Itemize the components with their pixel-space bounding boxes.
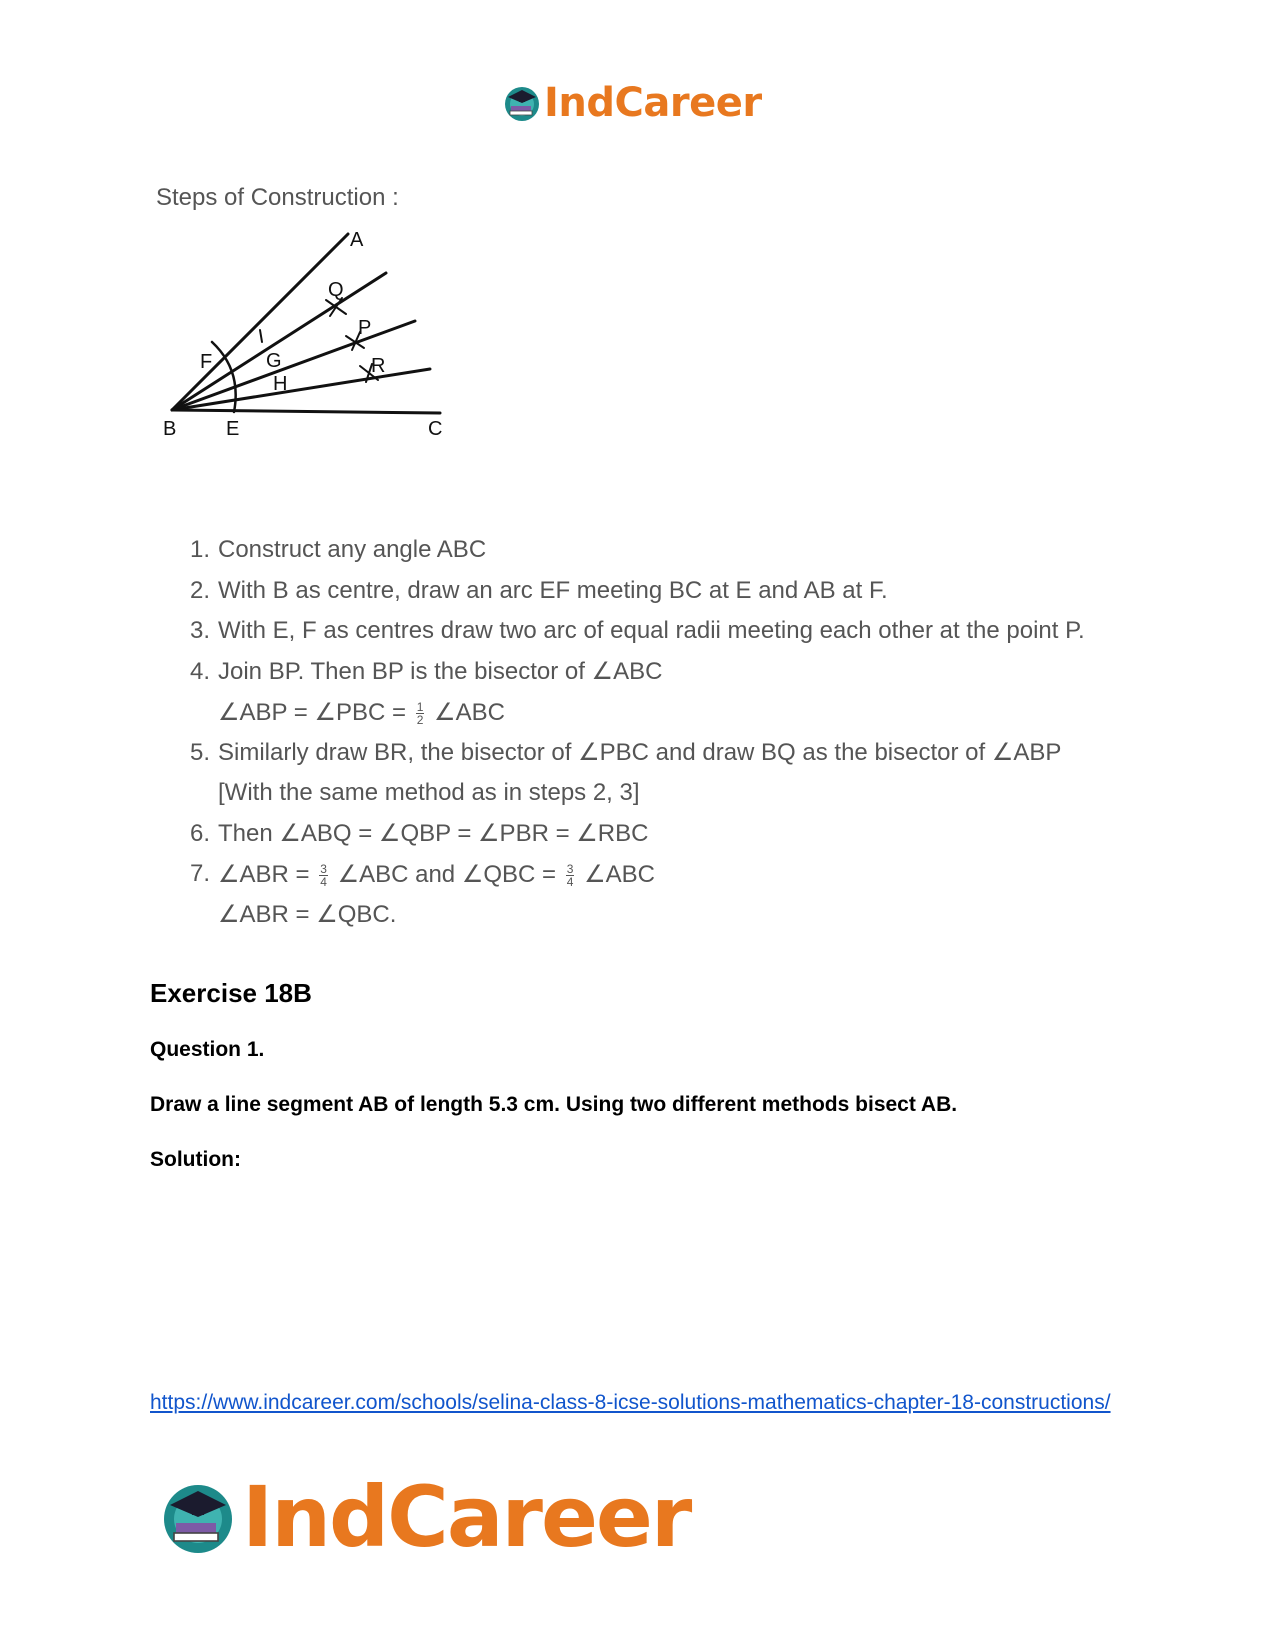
- construction-steps: [190, 530, 1190, 935]
- ray-br: [172, 369, 430, 410]
- step-3: 3. With E, F as centres draw two arc of equal radii meeting each other at the point P.: [190, 617, 1085, 645]
- label-f: F: [200, 351, 213, 373]
- step-7: 7. ∠ABR = $\frac{3}{4}$ ∠ABC and ∠QBC = $\frac{3}{4}$ ∠ABC: [190, 860, 655, 889]
- footer-logo[interactable]: [158, 1468, 690, 1566]
- fraction-three-quarters: $\frac{3}{4}$: [566, 861, 574, 889]
- step-6: 6. Then ∠ABQ = ∠QBP = ∠PBR = ∠RBC: [190, 819, 649, 848]
- step-5-continuation: [With the same method as in steps 2, 3]: [218, 779, 640, 807]
- step-7-continuation: ∠ABR = ∠QBC.: [218, 901, 397, 929]
- step-2: 2. With B as centre, draw an arc EF meeting BC at E and AB at F.: [190, 576, 888, 604]
- step-1: 1. Construct any angle ABC: [190, 536, 487, 564]
- label-r: R: [371, 355, 386, 377]
- label-q: Q: [328, 279, 344, 301]
- step-5: 5. Similarly draw BR, the bisector of ∠PBC and draw BQ as the bisector of ∠ABP: [190, 738, 1062, 767]
- label-c: C: [428, 418, 443, 440]
- label-a: A: [350, 230, 364, 251]
- fraction-half: $\frac{1}{2}$: [416, 699, 424, 727]
- label-p: P: [358, 317, 372, 339]
- ray-ba: [172, 234, 348, 410]
- source-url-link[interactable]: https://www.indcareer.com/schools/selina-class-8-icse-solutions-mathematics-chapter-18-constructions/: [150, 1391, 1111, 1414]
- solution-label: Solution:: [150, 1148, 241, 1171]
- step-4-continuation: ∠ABP = ∠PBC = $\frac{1}{2}$ ∠ABC: [218, 698, 505, 727]
- header-logo[interactable]: [502, 80, 762, 126]
- angle-bisector-diagram: [160, 230, 460, 445]
- logo-wordmark: IndCareer: [544, 80, 762, 126]
- graduation-cap-book-globe-icon: [502, 83, 542, 123]
- label-g: G: [266, 350, 282, 372]
- graduation-cap-book-globe-icon: [158, 1477, 238, 1557]
- tick-i: [260, 330, 262, 342]
- ray-bc: [172, 410, 440, 413]
- question-label: Question 1.: [150, 1038, 265, 1061]
- label-h: H: [273, 373, 288, 395]
- label-b: B: [163, 418, 177, 440]
- logo-wordmark: IndCareer: [242, 1468, 691, 1566]
- label-e: E: [226, 418, 240, 440]
- exercise-title: Exercise 18B: [150, 978, 312, 1008]
- step-4: 4. Join BP. Then BP is the bisector of ∠ABC: [190, 657, 663, 686]
- steps-heading: Steps of Construction :: [156, 184, 399, 211]
- question-text: Draw a line segment AB of length 5.3 cm. Using two different methods bisect AB.: [150, 1093, 958, 1116]
- fraction-three-quarters: $\frac{3}{4}$: [320, 861, 327, 889]
